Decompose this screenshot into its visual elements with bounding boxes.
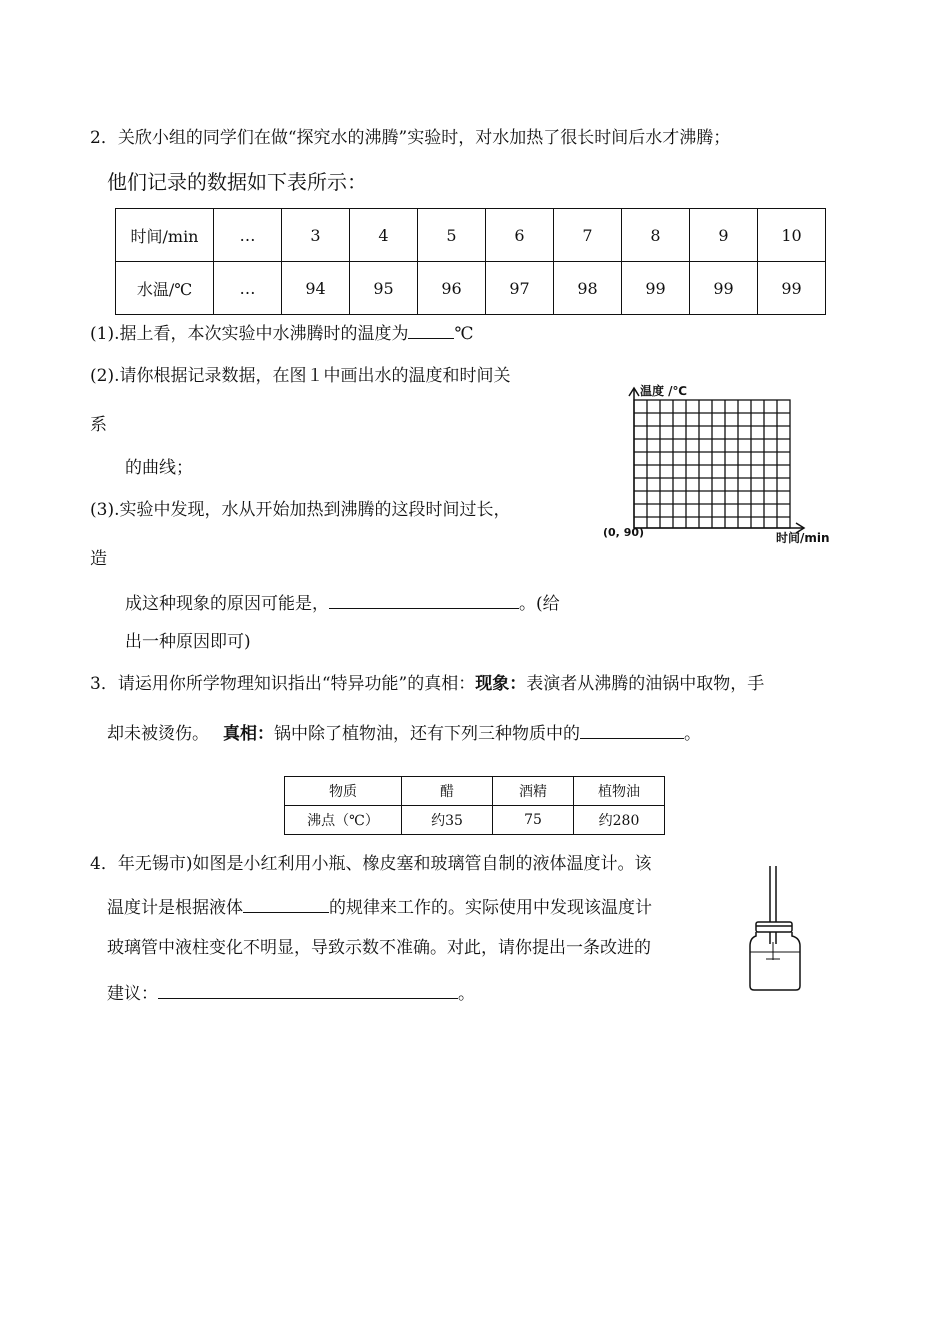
q4-line4-end: 。 xyxy=(458,984,475,1004)
table-cell: 95 xyxy=(350,262,418,315)
table-cell: 98 xyxy=(554,262,622,315)
table-row xyxy=(116,262,826,315)
q3-phenomenon-label: 现象： xyxy=(475,674,527,694)
q2-intro-line2: 他们记录的数据如下表所示： xyxy=(107,170,367,194)
table-cell: 5 xyxy=(418,209,486,262)
table-cell: 物质 xyxy=(285,777,402,806)
bottle-thermometer-icon xyxy=(744,864,806,994)
q3-line2-body: 锅中除了植物油，还有下列三种物质中的 xyxy=(274,724,580,744)
q2-part3-line3 xyxy=(125,590,560,616)
table-row xyxy=(285,806,665,835)
q2-part3-text: 成这种现象的原因可能是， xyxy=(125,594,329,614)
q2-part3-line4: 出一种原因即可) xyxy=(125,632,251,652)
grid-lines xyxy=(634,400,790,528)
q2-data-table xyxy=(115,208,826,315)
q3-line2-end: 。 xyxy=(684,724,701,744)
q3-line1-text: 3．请运用你所学物理知识指出“特异功能”的真相： xyxy=(90,674,476,694)
q2-part2-line2: 系 xyxy=(90,415,107,435)
axes xyxy=(629,388,804,533)
table-cell: 3 xyxy=(282,209,350,262)
table-cell: 酒精 xyxy=(493,777,574,806)
table-cell: 99 xyxy=(690,262,758,315)
table-row xyxy=(285,777,665,806)
q4-line2 xyxy=(107,894,652,920)
q3-line2 xyxy=(107,720,701,746)
table-cell: 时间/min xyxy=(116,209,214,262)
q4-blank-2[interactable] xyxy=(158,980,458,999)
table-cell: 75 xyxy=(493,806,574,835)
table-cell: 醋 xyxy=(402,777,493,806)
table-cell: … xyxy=(214,262,282,315)
q2-part3-line2: 造 xyxy=(90,549,107,569)
q3-boiling-point-table xyxy=(284,776,665,835)
table-cell: … xyxy=(214,209,282,262)
table-cell: 9 xyxy=(690,209,758,262)
q2-part3-tail: 。(给 xyxy=(519,594,560,614)
q4-line4 xyxy=(107,980,475,1006)
graph-x-axis-label: 时间/min xyxy=(776,531,830,545)
table-cell: 植物油 xyxy=(574,777,665,806)
table-cell: 99 xyxy=(758,262,826,315)
q2-part3-blank[interactable] xyxy=(329,590,519,609)
q2-part2-line1: (2).请你根据记录数据，在图１中画出水的温度和时间关 xyxy=(90,366,511,386)
table-cell: 4 xyxy=(350,209,418,262)
table-cell: 6 xyxy=(486,209,554,262)
q2-part1 xyxy=(90,320,474,346)
table-cell: 97 xyxy=(486,262,554,315)
table-cell: 水温/℃ xyxy=(116,262,214,315)
q4-line3: 玻璃管中液柱变化不明显，导致示数不准确。对此，请你提出一条改进的 xyxy=(107,938,651,958)
q4-blank-1[interactable] xyxy=(243,894,329,913)
q2-part1-unit: ℃ xyxy=(454,324,474,344)
q4-line4-text: 建议： xyxy=(107,984,158,1004)
table-cell: 约280 xyxy=(574,806,665,835)
q3-line1 xyxy=(90,672,764,696)
q2-part1-text: (1).据上看，本次实验中水沸腾时的温度为 xyxy=(90,324,409,344)
q4-line2-text: 温度计是根据液体 xyxy=(107,898,243,918)
q2-intro-line1: 2．关欣小组的同学们在做“探究水的沸腾”实验时，对水加热了很长时间后水才沸腾； xyxy=(90,128,731,148)
q4-line2-tail: 的规律来工作的。实际使用中发现该温度计 xyxy=(329,898,652,918)
q4-line1: 4．年无锡市)如图是小红利用小瓶、橡皮塞和玻璃管自制的液体温度计。该 xyxy=(90,854,652,874)
q2-part1-blank[interactable] xyxy=(408,320,454,339)
q3-blank[interactable] xyxy=(580,720,684,739)
table-cell: 99 xyxy=(622,262,690,315)
graph-y-axis-label: 温度 /℃ xyxy=(640,384,688,398)
temperature-time-grid-figure xyxy=(598,380,838,548)
graph-origin-label: (0, 90) xyxy=(603,526,645,539)
table-cell: 10 xyxy=(758,209,826,262)
q3-truth-label: 真相： xyxy=(223,724,274,744)
table-cell: 沸点（℃） xyxy=(285,806,402,835)
q2-part3-line1: (3).实验中发现，水从开始加热到沸腾的这段时间过长， xyxy=(90,500,511,520)
q3-line1-tail: 表演者从沸腾的油锅中取物，手 xyxy=(526,674,765,694)
q2-part2-line3: 的曲线； xyxy=(125,458,193,478)
table-cell: 7 xyxy=(554,209,622,262)
table-cell: 约35 xyxy=(402,806,493,835)
table-row xyxy=(116,209,826,262)
q3-line2-text: 却未被烫伤。 xyxy=(107,724,209,744)
table-cell: 96 xyxy=(418,262,486,315)
table-cell: 8 xyxy=(622,209,690,262)
table-cell: 94 xyxy=(282,262,350,315)
